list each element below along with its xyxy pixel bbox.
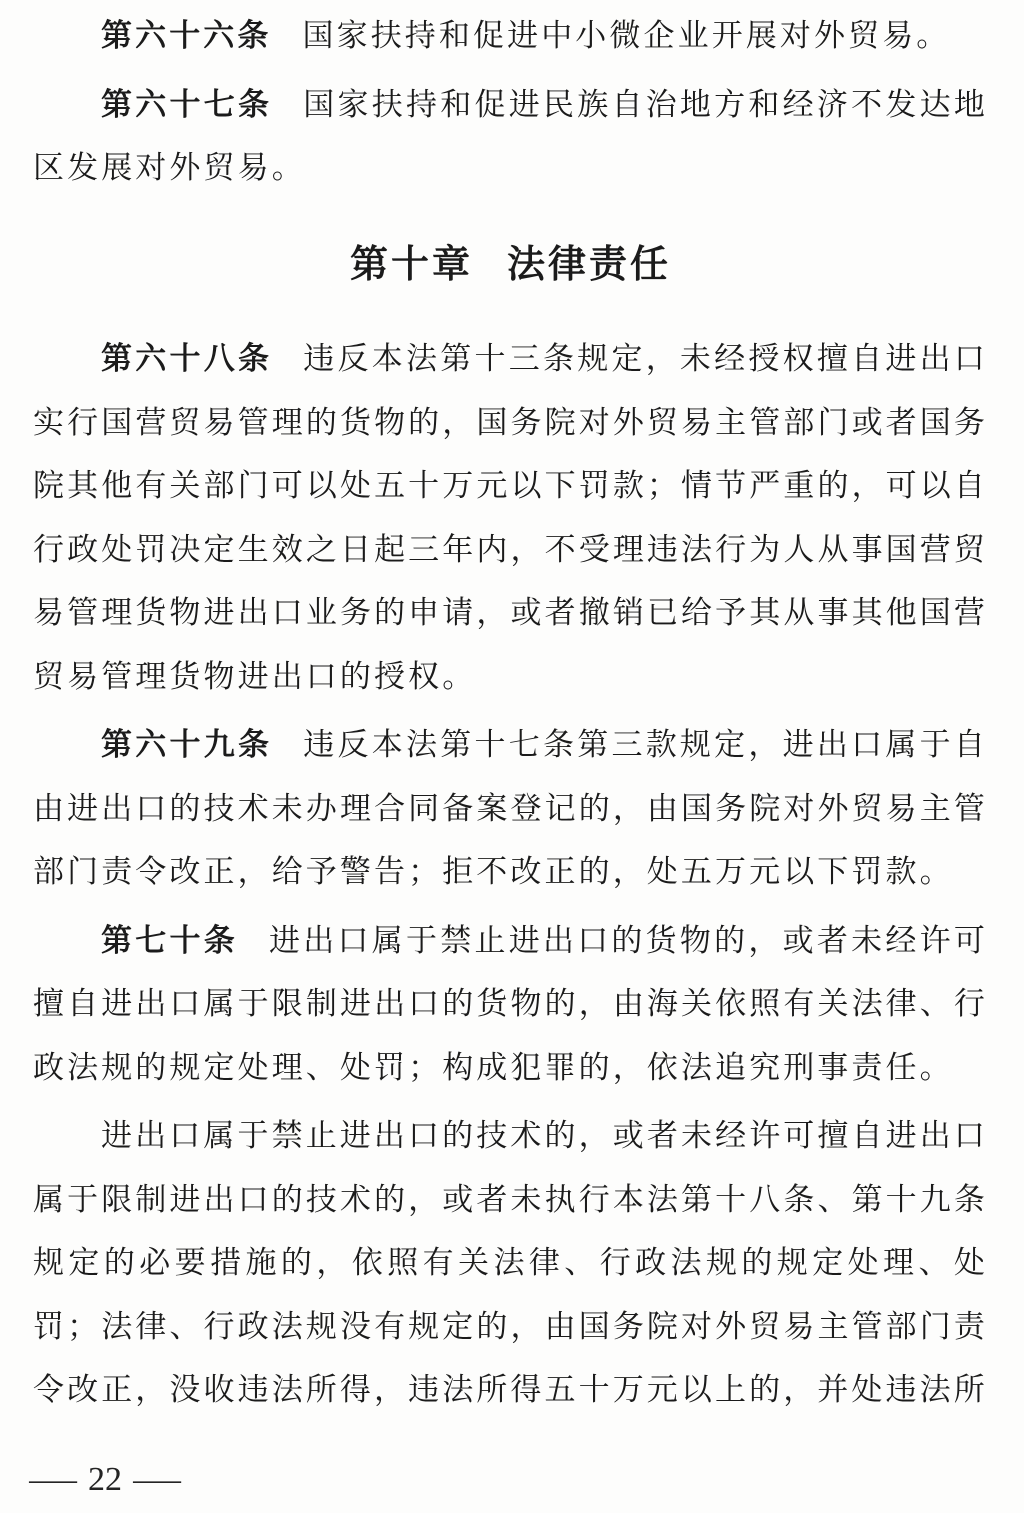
article-70 [33, 909, 988, 1100]
footer-dash-right: — [133, 1461, 181, 1498]
article-68-number: 第六十八条 [101, 341, 273, 376]
article-68-text: 违反本法第十三条规定，未经授权擅自进出口实行国营贸易管理的货物的，国务院对外贸易主管部门或者国务院其他有关部门可以处五十万元以下罚款；情节严重的，可以自行政处罚决定生效之日起三年内，不受理违法行为人从事国营贸易管理货物进出口业务的申请，或者撤销已给予其从事其他国营贸易管理货物进出口的授权。 [33, 341, 989, 694]
page-number: 22 [88, 1461, 122, 1498]
footer-dash-left: — [29, 1461, 77, 1498]
article-67-text: 国家扶持和促进民族自治地方和经济不发达地区发展对外贸易。 [33, 86, 989, 185]
page-footer [29, 1461, 181, 1498]
article-69 [33, 713, 988, 904]
article-69-number: 第六十九条 [101, 727, 273, 762]
article-70-number: 第七十条 [101, 922, 238, 958]
article-67 [33, 73, 988, 200]
chapter-number: 第十章 [349, 243, 473, 286]
article-70-text: 进出口属于禁止进出口的货物的，或者未经许可擅自进出口属于限制进出口的货物的，由海关依照有关法律、行政法规的规定处理、处罚；构成犯罪的，依法追究刑事责任。 [33, 922, 988, 1085]
article-66-number: 第六十六条 [101, 18, 272, 53]
article-68 [33, 327, 988, 708]
article-66 [33, 4, 988, 68]
article-70-paragraph-2 [33, 1104, 988, 1422]
article-67-number: 第六十七条 [101, 86, 273, 122]
article-69-text: 违反本法第十七条第三款规定，进出口属于自由进出口的技术未办理合同备案登记的，由国务院对外贸易主管部门责令改正，给予警告；拒不改正的，处五万元以下罚款。 [33, 727, 989, 889]
chapter-title: 法律责任 [507, 243, 672, 286]
article-70-paragraph-2-text: 进出口属于禁止进出口的技术的，或者未经许可擅自进出口属于限制进出口的技术的，或者未执行本法第十八条、第十九条规定的必要措施的，依照有关法律、行政法规的规定处理、处罚；法律、行政法规没有规定的，由国务院对外贸易主管部门责令改正，没收违法所得，违法所得五十万元以上的，并处违法所 [33, 1118, 988, 1407]
article-66-text: 国家扶持和促进中小微企业开展对外贸易。 [302, 18, 951, 53]
chapter-heading [33, 234, 988, 298]
